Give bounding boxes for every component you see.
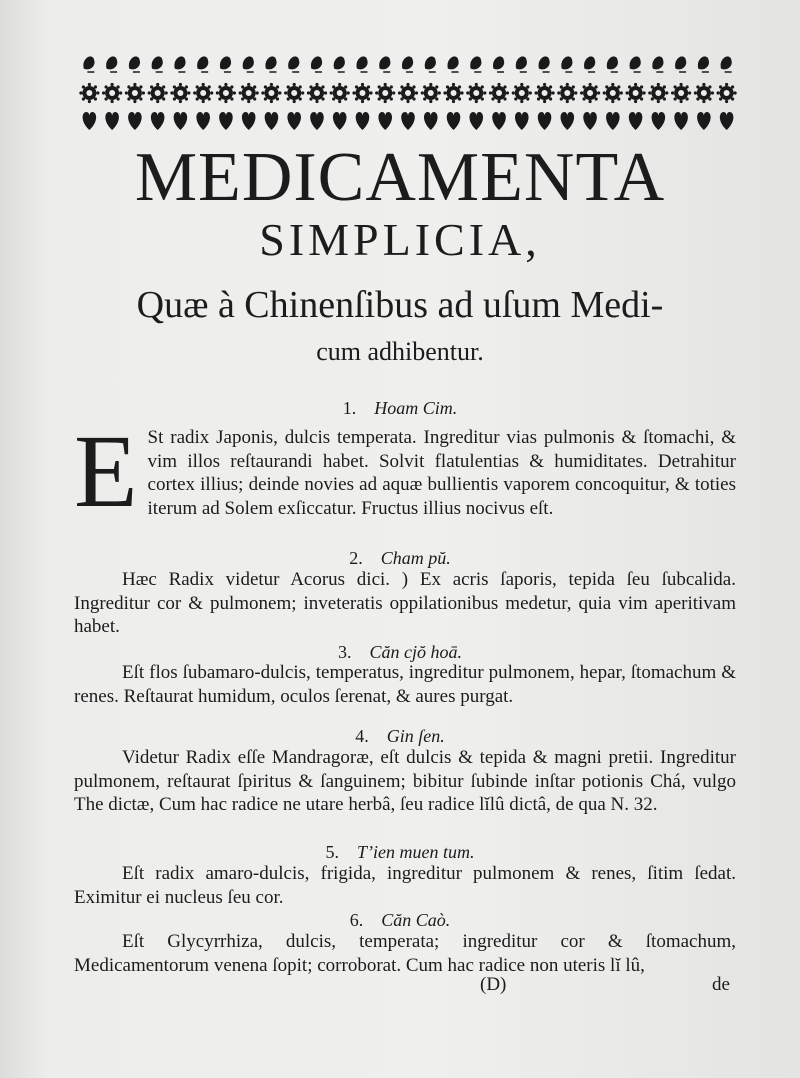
entry-heading bbox=[0, 840, 800, 864]
entry-name: Tʼien muen tum. bbox=[357, 842, 475, 862]
entry-body bbox=[74, 661, 736, 708]
entry-text: Eſt flos ſubamaro-dulcis, temperatus, ingreditur pulmonem, hepar, ſtomachum & renes. Reſtaurat humidum, oculos ſerenat, & aures purgat. bbox=[74, 662, 736, 707]
entry-name: Cham pŭ. bbox=[380, 548, 451, 568]
entry-number: 6. bbox=[349, 910, 364, 930]
entry-body bbox=[74, 862, 736, 909]
title-line-4: cum adhibentur. bbox=[316, 337, 484, 366]
entry-number: 1. bbox=[342, 398, 357, 418]
entry-body bbox=[74, 930, 736, 977]
catchword: de bbox=[712, 974, 730, 995]
entry-text: Videtur Radix eſſe Mandragoræ, eſt dulcis & tepida & magni pretii. Ingreditur pulmonem, reſtaurat ſpiritus & ſanguinem; bibitur ſubinde inſtar potionis Chá, vulgo The dictæ, Cum hac radice ne utare herbâ, ſeu radice lĭlû dictâ, de qua N. 32. bbox=[74, 747, 736, 815]
entry-name: Gin ſen. bbox=[386, 726, 445, 746]
entry-heading bbox=[0, 724, 800, 748]
entry-text: St radix Japonis, dulcis temperata. Ingreditur vias pulmonis & ſtomachi, & vim illos reſtaurandi habet. Solvit flatulentias & humiditates. Detrahitur cortex illius; deinde novies ad aquæ bullientis vaporem concoquitur, & toties iterum ad Solem exſiccatur. Fructus illius nocivus eſt. bbox=[147, 427, 736, 519]
entry-body bbox=[74, 568, 736, 639]
entry-name: Căn cjŏ hoā. bbox=[369, 642, 462, 662]
entry-name: Hoam Cim. bbox=[374, 398, 458, 418]
entry-text: Eſt radix amaro-dulcis, frigida, ingreditur pulmonem & renes, ſitim ſedat. Eximitur ei nucleus ſeu cor. bbox=[74, 863, 736, 908]
entry-number: 3. bbox=[338, 642, 352, 662]
entry-number: 2. bbox=[349, 548, 363, 568]
entry-number: 4. bbox=[355, 726, 369, 746]
entry-number: 5. bbox=[325, 842, 339, 862]
signature-mark: (D) bbox=[480, 974, 507, 995]
entry-name: Căn Caò. bbox=[381, 910, 451, 930]
drop-cap: E bbox=[74, 414, 138, 529]
entry-heading bbox=[0, 908, 800, 932]
title-line-2: SIMPLICIA, bbox=[259, 214, 541, 265]
entry-heading bbox=[0, 546, 800, 570]
decorative-headpiece bbox=[78, 50, 738, 136]
entry-body bbox=[74, 414, 736, 529]
title-line-3: Quæ à Chinenſibus ad uſum Medi- bbox=[136, 284, 664, 326]
entry-text: Eſt Glycyrrhiza, dulcis, temperata; ingreditur cor & ſtomachum, Medicamentorum venena ſopit; corroborat. Cum hac radice non uteris lĭ lû, bbox=[74, 931, 736, 976]
title-line-1: MEDICAMENTA bbox=[134, 139, 666, 216]
entry-text: Hæc Radix videtur Acorus dici. ) Ex acris ſaporis, tepida ſeu ſubcalida. Ingreditur cor & pulmonem; inveteratis oppilationibus medetur, quia vim aperitivam habet. bbox=[74, 569, 736, 637]
entry-body bbox=[74, 746, 736, 817]
headpiece-ornament-icon bbox=[78, 50, 738, 136]
